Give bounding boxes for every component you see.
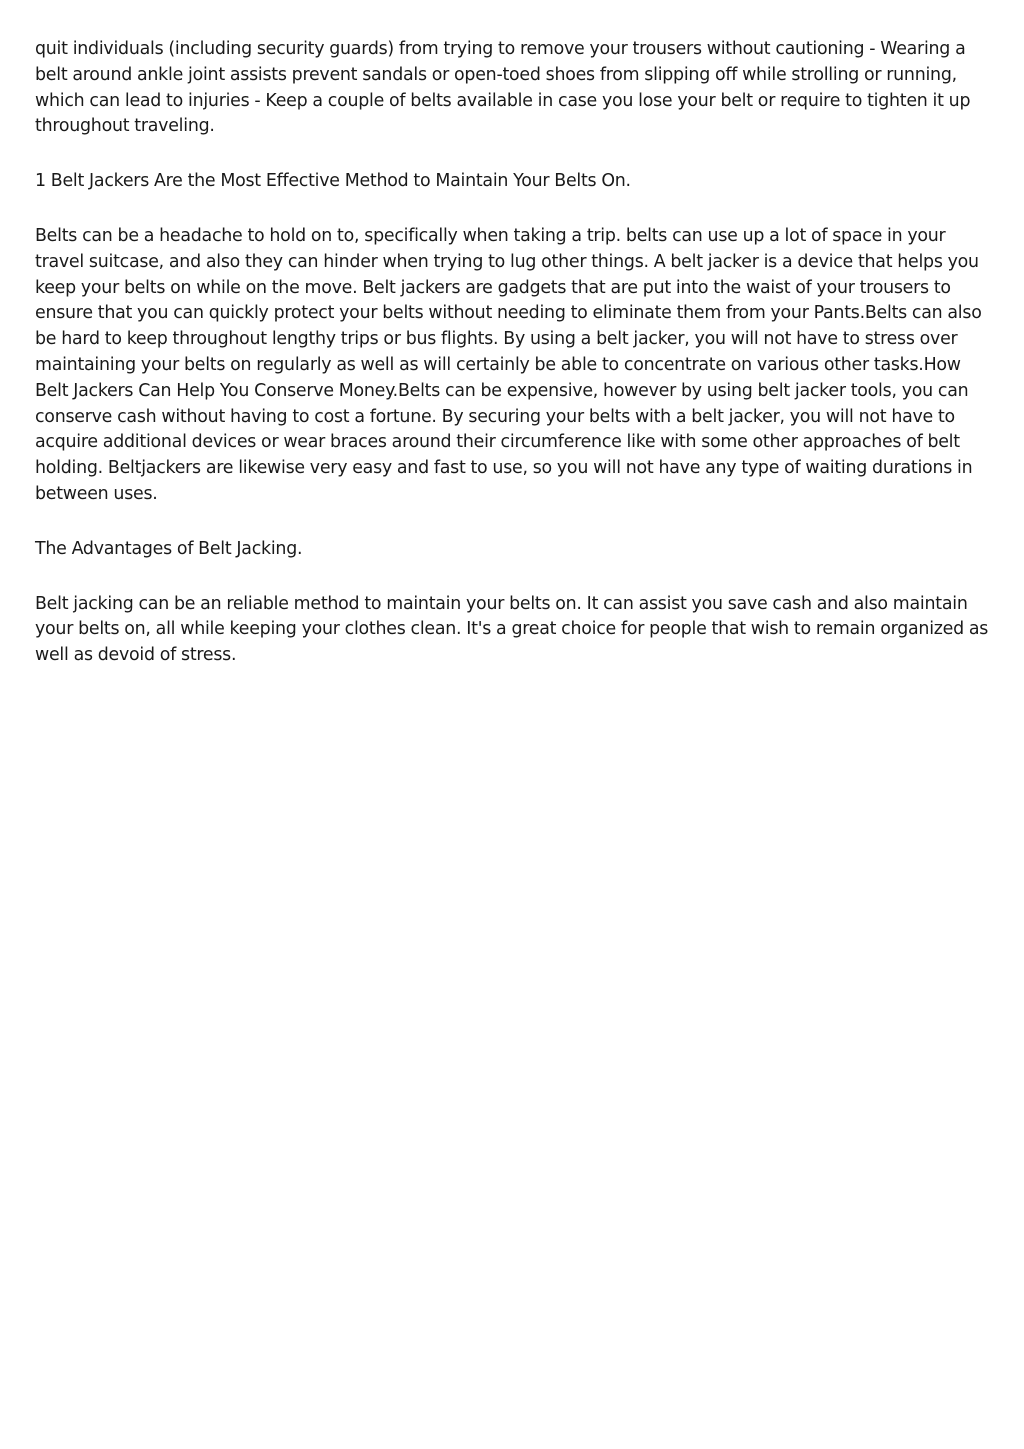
section-heading-advantages: The Advantages of Belt Jacking. [35,538,303,559]
paragraph-intro: quit individuals (including security guards) from trying to remove your trousers without cautioning - Wearing a belt around ankle joint assists prevent sandals or open-toed shoes from slipping off while strolling or running, which can lead to injuries - Keep a couple of belts available in case you lose your belt or require to tighten it up throughout traveling. [35,39,971,137]
document-page [35,37,995,698]
section-heading-belt-jackers: 1 Belt Jackers Are the Most Effective Method to Maintain Your Belts On. [35,171,631,192]
paragraph-belt-jackers: Belts can be a headache to hold on to, specifically when taking a trip. belts can use up a lot of space in your travel suitcase, and also they can hinder when trying to lug other things. A belt jacker is a device that helps you keep your belts on while on the move. Belt jackers are gadgets that are put into the waist of your trousers to ensure that you can quickly protect your belts without needing to eliminate them from your Pants.Belts can also be hard to keep throughout lengthy trips or bus flights. By using a belt jacker, you will not have to stress over maintaining your belts on regularly as well as will certainly be able to concentrate on various other tasks.How Belt Jackers Can Help You Conserve Money.Belts can be expensive, however by using belt jacker tools, you can conserve cash without having to cost a fortune. By securing your belts with a belt jacker, you will not have to acquire additional devices or wear braces around their circumference like with some other approaches of belt holding. Beltjackers are likewise very easy and fast to use, so you will not have any type of waiting durations in between uses. [35,225,982,504]
paragraph-advantages: Belt jacking can be an reliable method to maintain your belts on. It can assist you save cash and also maintain your belts on, all while keeping your clothes clean. It's a great choice for people that wish to remain organized as well as devoid of stress. [35,593,989,666]
